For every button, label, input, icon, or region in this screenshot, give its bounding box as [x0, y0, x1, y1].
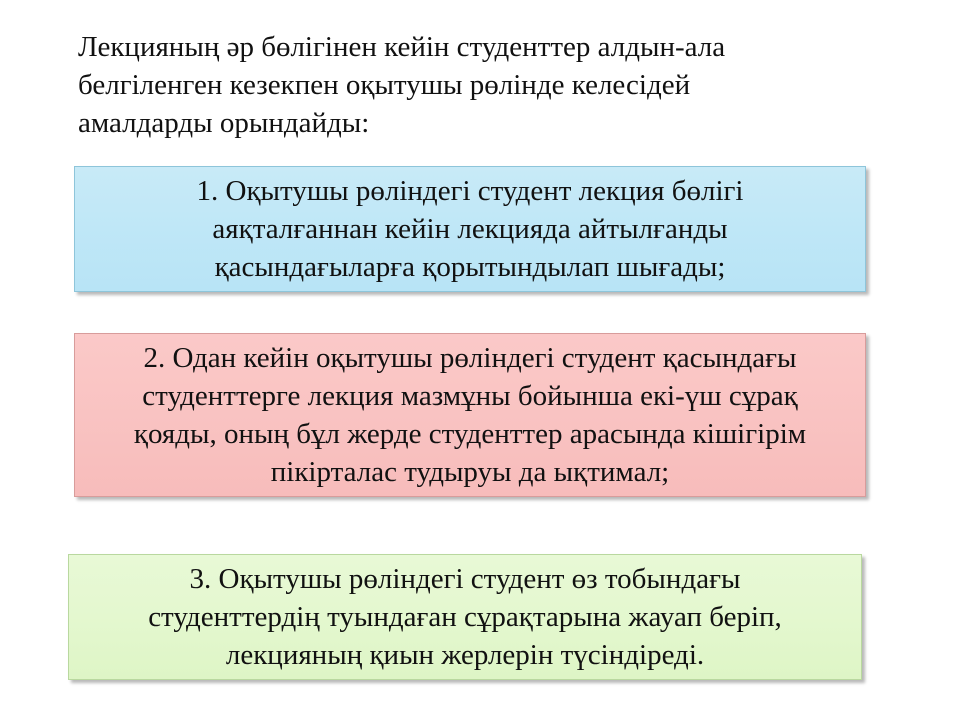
step-1-text-line: аяқталғаннан кейін лекцияда айтылғанды — [212, 213, 728, 245]
intro-paragraph — [78, 28, 868, 142]
step-3-box — [68, 554, 862, 680]
step-2-text-line: 2. Одан кейін оқытушы рөліндегі студент қасындағы — [143, 342, 797, 374]
step-1-text-line: 1. Оқытушы рөліндегі студент лекция бөлігі — [196, 175, 744, 207]
step-3-text-line: 3. Оқытушы рөліндегі студент өз тобындағы — [189, 563, 741, 595]
step-2-text-line: қояды, оның бұл жерде студенттер арасында кішігірім — [133, 418, 807, 450]
step-3-text-line: студенттердің туындаған сұрақтарына жауап беріп, — [148, 601, 782, 633]
intro-line: амалдарды орындайды: — [78, 107, 370, 139]
intro-line: Лекцияның әр бөлігінен кейін студенттер алдын-ала — [78, 31, 726, 63]
step-1-box — [74, 166, 866, 292]
step-2-text-line: пікірталас тудыруы да ықтимал; — [270, 456, 670, 488]
step-3-text-line: лекцияның қиын жерлерін түсіндіреді. — [225, 639, 705, 671]
intro-line: белгіленген кезекпен оқытушы рөлінде келесідей — [78, 69, 691, 101]
step-1-text-line: қасындағыларға қорытындылап шығады; — [214, 251, 726, 283]
step-2-box — [74, 333, 866, 497]
step-2-text-line: студенттерге лекция мазмұны бойынша екі-үш сұрақ — [142, 380, 798, 412]
